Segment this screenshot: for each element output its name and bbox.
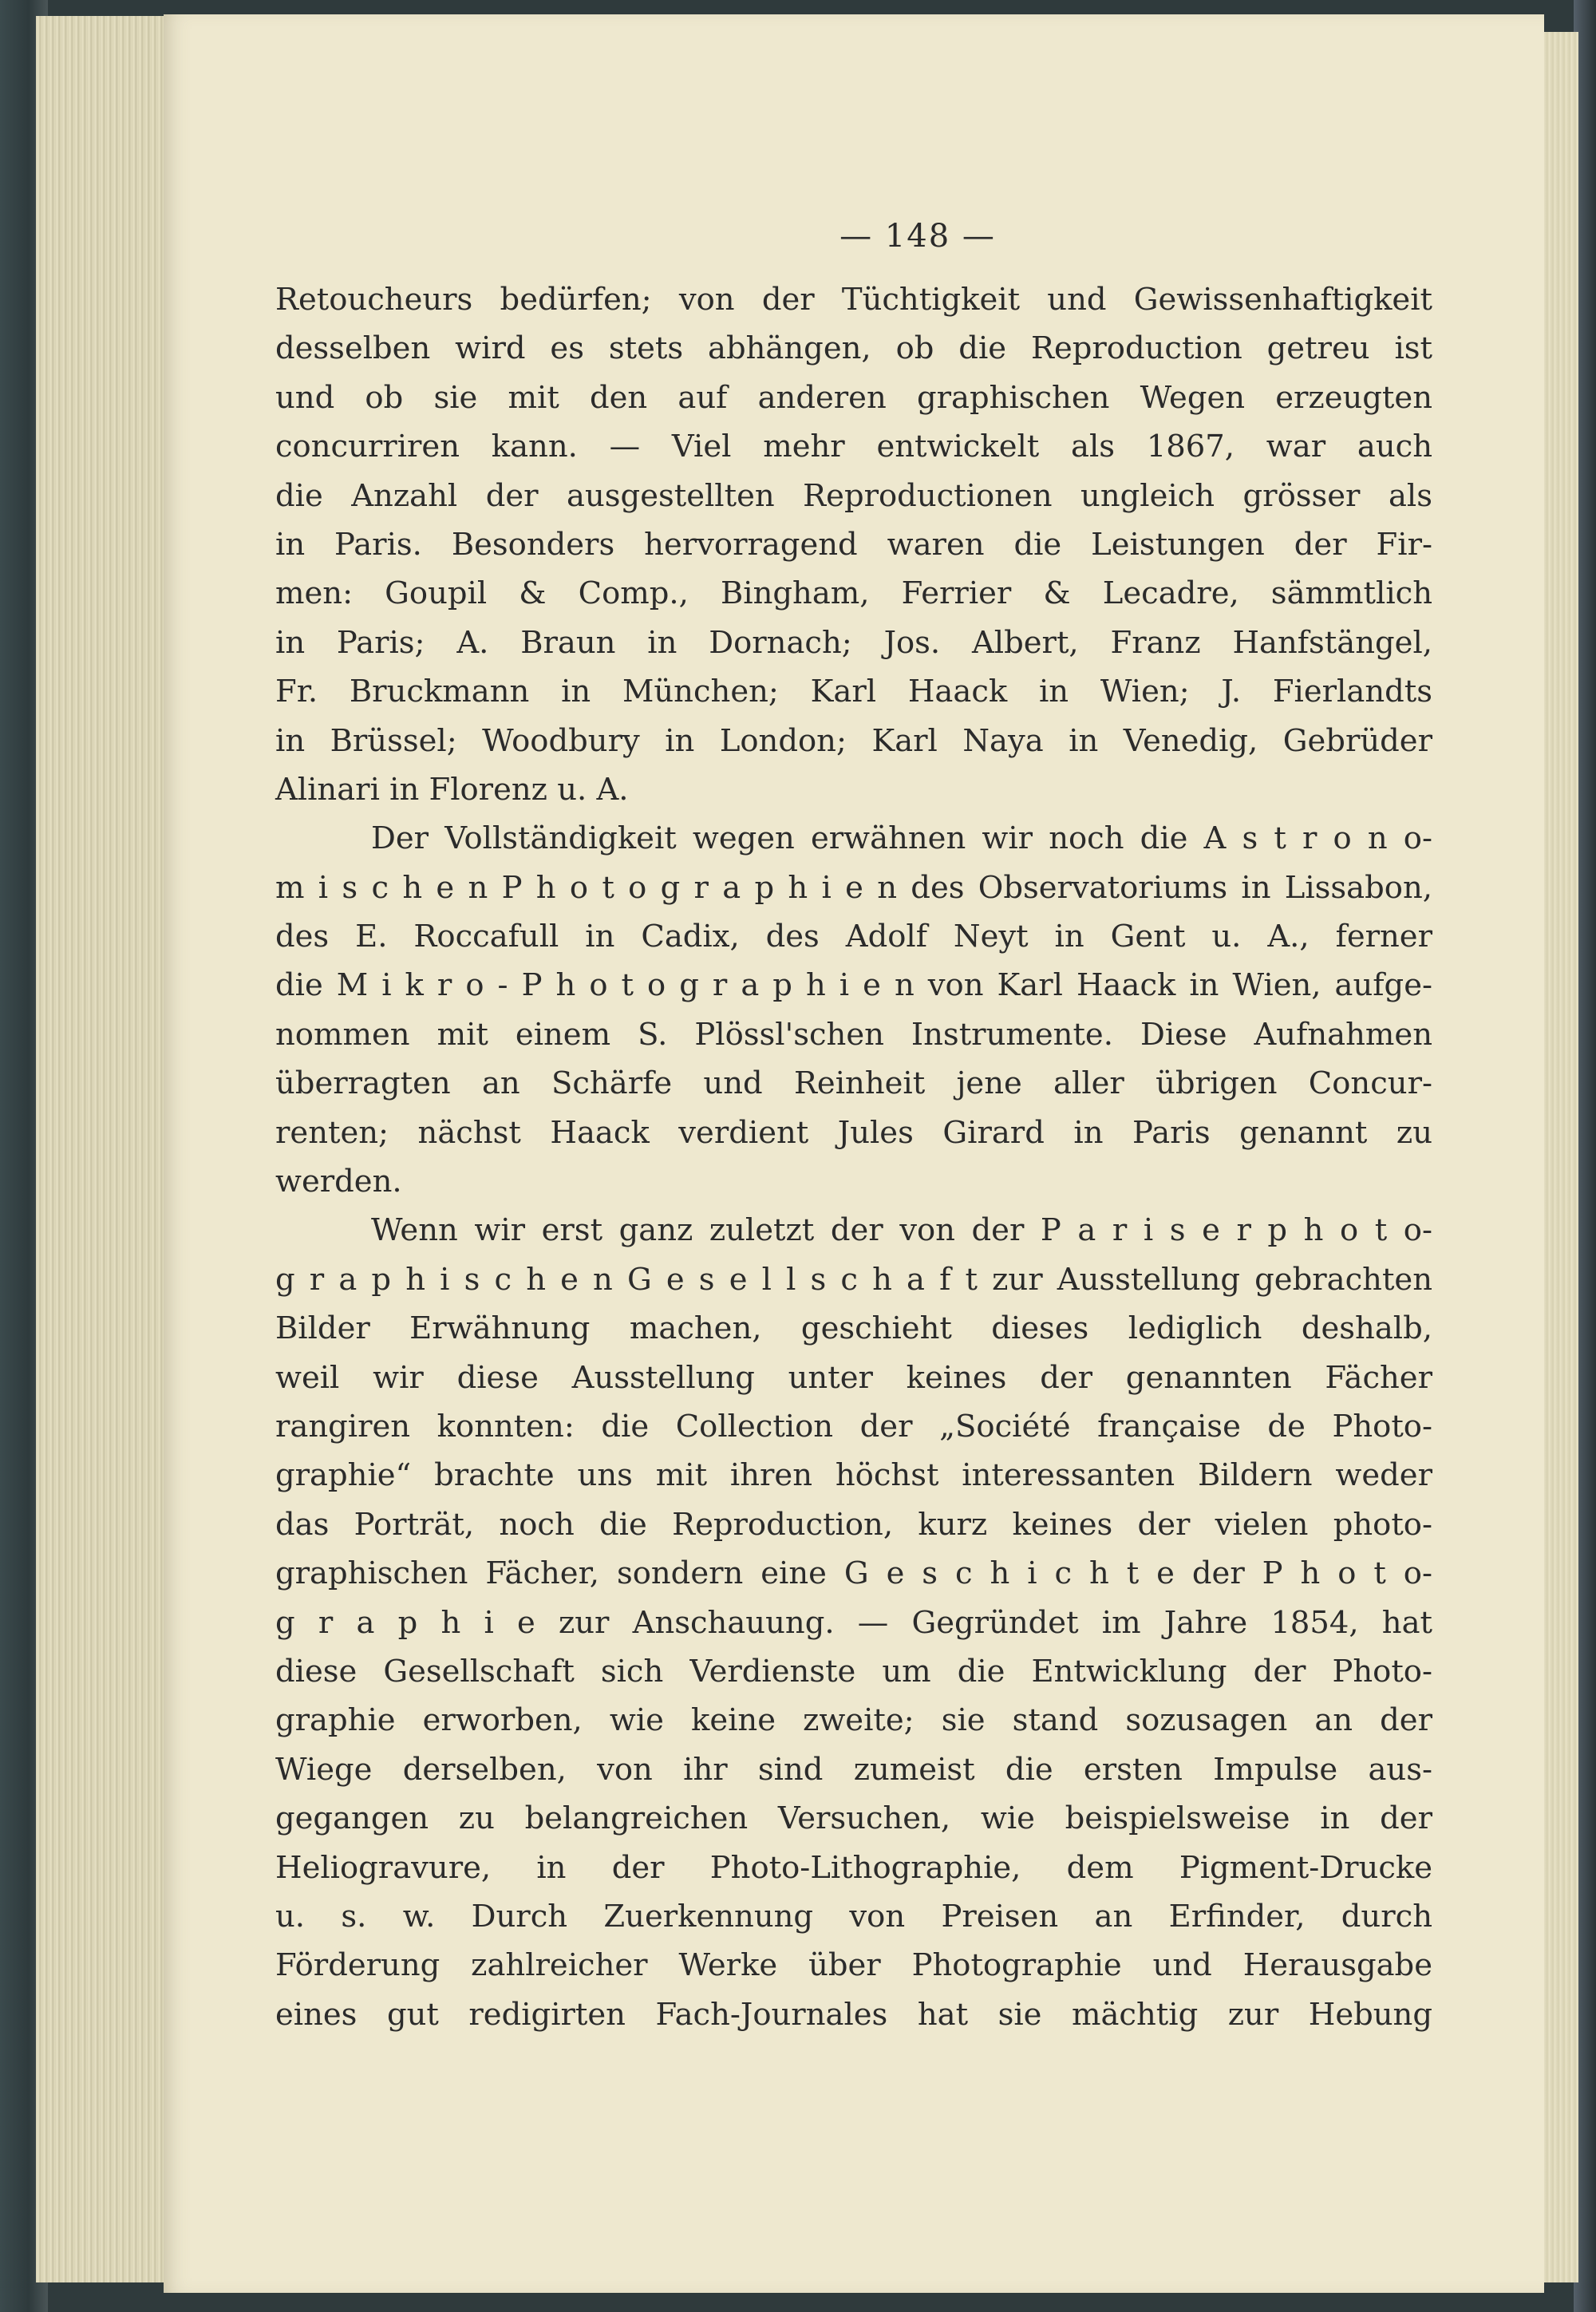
text-line: Fr. Bruckmann in München; Karl Haack in Wien; J. Fierlandts [275,674,1432,710]
text-line: in Brüssel; Woodbury in London; Karl Naya in Venedig, Gebrüder [275,722,1432,759]
text-line: und ob sie mit den auf anderen graphischen Wegen erzeugten [275,379,1432,416]
text-line: g r a p h i s c h e n G e s e l l s c h a f t zur Ausstellung gebrachten [275,1261,1432,1298]
text-line: Wiege derselben, von ihr sind zumeist die ersten Impulse aus- [275,1751,1432,1788]
text-line: concurriren kann. — Viel mehr entwickelt als 1867, war auch [275,429,1432,465]
body-text [275,275,1432,2039]
text-line: überragten an Schärfe und Reinheit jene aller übrigen Concur- [275,1065,1432,1102]
text-line: in Paris. Besonders hervorragend waren die Leistungen der Fir- [275,526,1432,563]
text-line: g r a p h i e zur Anschauung. — Gegründet im Jahre 1854, hat [275,1604,1432,1641]
text-line: men: Goupil & Comp., Bingham, Ferrier & Lecadre, sämmtlich [275,575,1432,612]
text-line: Heliogravure, in der Photo-Lithographie, dem Pigment-Drucke [275,1849,1432,1886]
text-line: graphischen Fächer, sondern eine G e s c h i c h t e der P h o t o- [275,1555,1432,1592]
text-line: weil wir diese Ausstellung unter keines der genannten Fächer [275,1359,1432,1396]
text-line: Bilder Erwähnung machen, geschieht dieses lediglich deshalb, [275,1310,1432,1347]
text-line: Alinari in Florenz u. A. [275,771,629,808]
text-line: Förderung zahlreicher Werke über Photographie und Herausgabe [275,1947,1432,1984]
text-line: rangiren konnten: die Collection der „Société française de Photo- [275,1408,1432,1445]
page-edges-right [1539,32,1578,2282]
text-line: diese Gesellschaft sich Verdienste um die Entwicklung der Photo- [275,1653,1432,1690]
text-line: eines gut redigirten Fach-Journales hat sie mächtig zur Hebung [275,1996,1432,2033]
text-line: m i s c h e n P h o t o g r a p h i e n des Observatoriums in Lissabon, [275,869,1432,906]
text-line: in Paris; A. Braun in Dornach; Jos. Albert, Franz Hanfstängel, [275,624,1432,661]
page-number: — 148 — [839,218,996,255]
text-line: des E. Roccafull in Cadix, des Adolf Neyt in Gent u. A., ferner [275,919,1432,955]
text-line: nommen mit einem S. Plössl'schen Instrumente. Diese Aufnahmen [275,1016,1432,1053]
text-line: renten; nächst Haack verdient Jules Girard in Paris genannt zu [275,1114,1432,1151]
text-line: werden. [275,1164,402,1200]
text-line: die M i k r o - P h o t o g r a p h i e n von Karl Haack in Wien, aufge- [275,967,1432,1004]
page-edges-left [36,16,173,2282]
text-line: das Porträt, noch die Reproduction, kurz keines der vielen photo- [275,1506,1432,1543]
text-line: graphie“ brachte uns mit ihren höchst interessanten Bildern weder [275,1457,1432,1494]
text-line: die Anzahl der ausgestellten Reproductionen ungleich grösser als [275,477,1432,514]
text-line: u. s. w. Durch Zuerkennung von Preisen an Erfinder, durch [275,1898,1432,1935]
text-line: graphie erworben, wie keine zweite; sie stand sozusagen an der [275,1702,1432,1739]
text-line: Retoucheurs bedürfen; von der Tüchtigkeit und Gewissenhaftigkeit [275,282,1432,318]
text-line: Wenn wir erst ganz zuletzt der von der P a r i s e r p h o t o- [371,1212,1432,1249]
text-line: Der Vollständigkeit wegen erwähnen wir noch die A s t r o n o- [371,820,1432,857]
text-line: gegangen zu belangreichen Versuchen, wie beispielsweise in der [275,1800,1432,1837]
text-line: desselben wird es stets abhängen, ob die Reproduction getreu ist [275,330,1432,367]
